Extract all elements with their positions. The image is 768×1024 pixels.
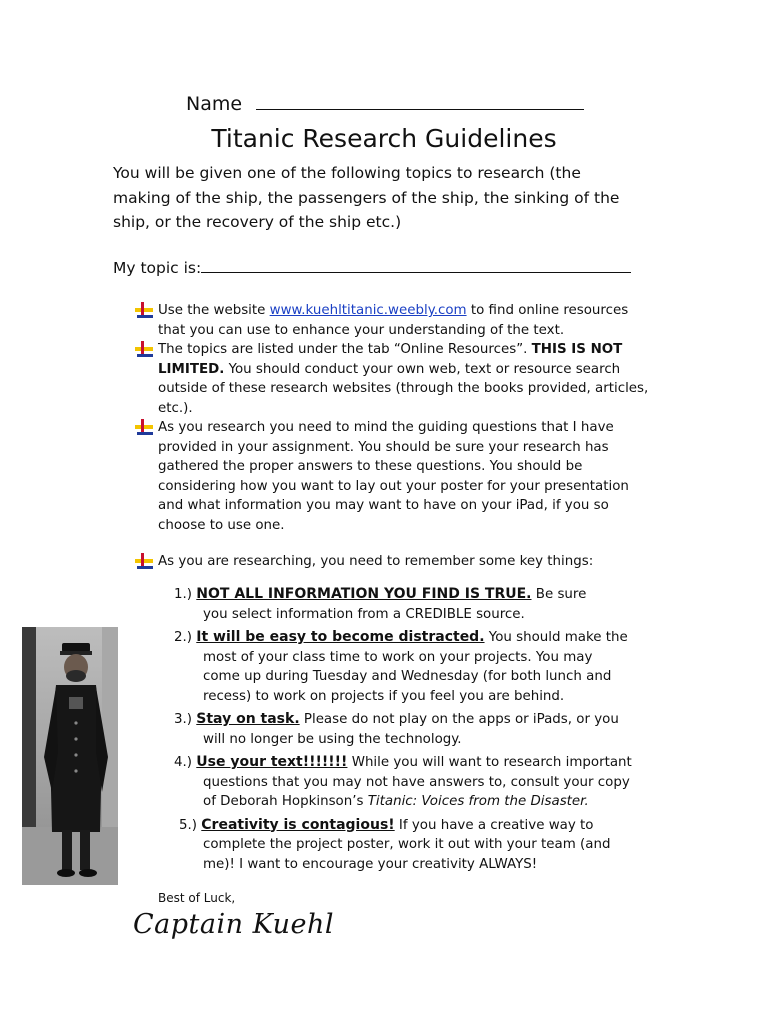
- item-heading: Stay on task.: [196, 711, 300, 727]
- topic-field: [113, 258, 631, 277]
- closing-text: Best of Luck,: [158, 891, 236, 905]
- bullet-guiding-text: As you research you need to mind the guiding questions that I have provided in your assignment. You should be sure your research has gathered the proper answers to these questions. You should be considering how you want to lay out your poster for your presentation and what information you may want to have on your iPad, if you so choose to use one.: [158, 420, 629, 533]
- topic-blank-line: [201, 258, 631, 273]
- key-thing-2: [174, 628, 654, 706]
- key-thing-4: [174, 753, 654, 812]
- item-text: While you will want to research important: [347, 755, 632, 770]
- key-thing-5: [179, 816, 654, 875]
- item-heading: Use your text!!!!!!!: [196, 754, 348, 770]
- bullet-website-pre: Use the website: [158, 303, 270, 318]
- item-text: Be sure: [531, 587, 587, 602]
- item-number: 5.): [179, 817, 198, 833]
- item-continuation: complete the project poster, work it out with your team (and me)! I want to encourage your creativity ALWAYS!: [203, 837, 611, 872]
- bullet-website-post: to find online resources that you can use to enhance your understanding of the text.: [158, 303, 629, 338]
- item-number: 3.): [174, 712, 193, 727]
- bullet-topics-pre: The topics are listed under the tab “Online Resources”.: [158, 342, 532, 357]
- key-thing-1: [174, 585, 654, 624]
- flag-bullet-icon: [135, 341, 155, 358]
- name-label: Name: [186, 93, 243, 115]
- topic-label: My topic is:: [113, 259, 202, 277]
- flag-bullet-icon: [135, 553, 155, 570]
- book-title: Titanic: Voices from the Disaster.: [367, 794, 589, 809]
- item-heading: NOT ALL INFORMATION YOU FIND IS TRUE.: [196, 586, 532, 602]
- bullet-topics: [135, 340, 655, 418]
- name-field: [186, 93, 584, 115]
- website-link[interactable]: www.kuehltitanic.weebly.com: [269, 303, 467, 318]
- item-continuation: will no longer be using the technology.: [203, 731, 462, 747]
- bullet-key-things: [135, 552, 655, 572]
- not-limited-text: THIS IS NOT LIMITED.: [158, 342, 623, 377]
- guidelines-list: [135, 301, 655, 572]
- item-heading: It will be easy to become distracted.: [196, 629, 485, 645]
- key-thing-3: [174, 710, 654, 749]
- flag-bullet-icon: [135, 302, 155, 319]
- item-text: If you have a creative way to: [394, 817, 594, 833]
- item-heading: Creativity is contagious!: [201, 816, 395, 833]
- signature: Captain Kuehl: [133, 909, 335, 940]
- item-continuation: questions that you may not have answers to, consult your copy of Deborah Hopkinson’s: [203, 774, 630, 809]
- bullet-website: [135, 301, 655, 340]
- page-title: Titanic Research Guidelines: [211, 124, 557, 153]
- name-blank-line: [256, 93, 584, 110]
- item-number: 2.): [174, 630, 193, 645]
- item-continuation: you select information from a CREDIBLE source.: [203, 606, 525, 622]
- bullet-topics-post: You should conduct your own web, text or resource search outside of these research websites (through the books provided, articles, etc.).: [158, 361, 649, 416]
- intro-paragraph: You will be given one of the following topics to research (the making of the ship, the passengers of the ship, the sinking of the ship, or the recovery of the ship etc.): [113, 164, 620, 231]
- bullet-key-things-text: As you are researching, you need to remember some key things:: [158, 554, 594, 569]
- key-things-list: [174, 585, 654, 874]
- flag-bullet-icon: [135, 419, 155, 436]
- item-text: Please do not play on the apps or iPads, or you: [299, 712, 619, 727]
- item-number: 4.): [174, 755, 193, 770]
- item-number: 1.): [174, 587, 193, 602]
- item-continuation: most of your class time to work on your projects. You may come up during Tuesday and Wednesday (for both lunch and recess) to work on projects if you feel you are behind.: [203, 649, 612, 704]
- bullet-guiding-questions: [135, 418, 655, 535]
- item-text: You should make the: [484, 630, 628, 645]
- captain-photo: [22, 627, 118, 885]
